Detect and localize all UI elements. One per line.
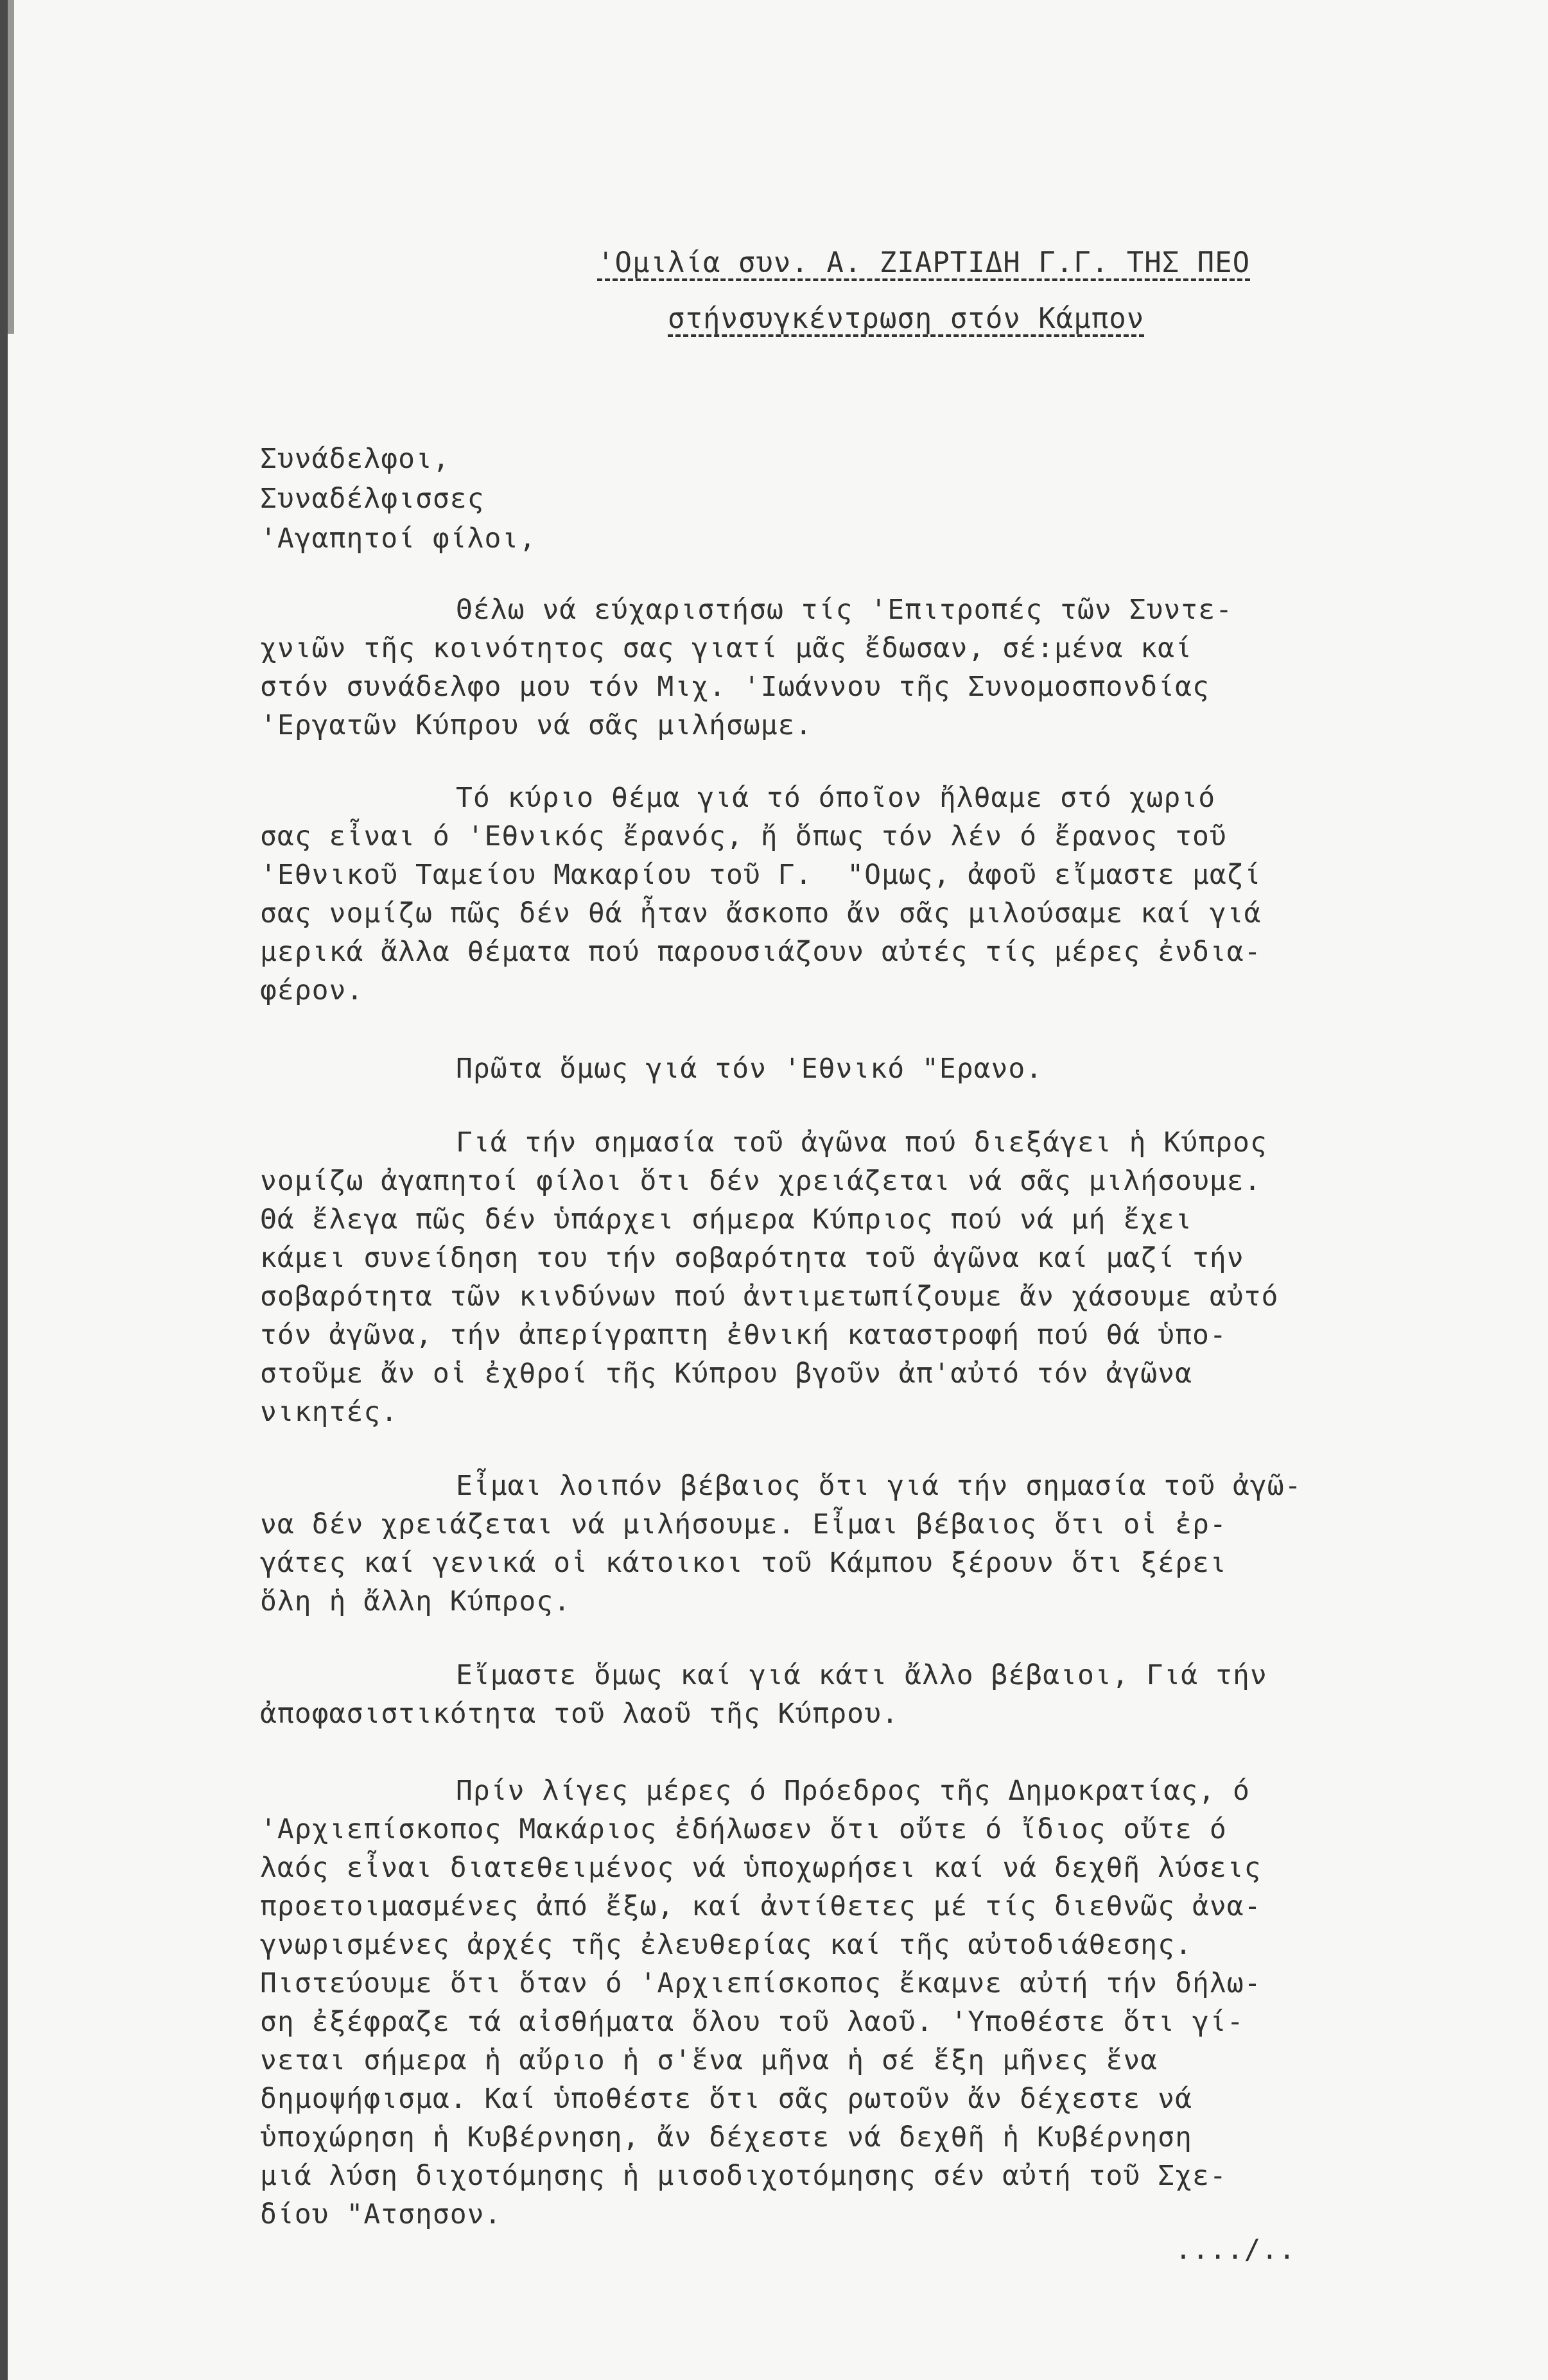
- paragraph-line: γάτες καί γενικά οἱ κάτοικοι τοῦ Κάμπου ξέρουν ὅτι ξέρει: [260, 1547, 1227, 1579]
- scan-edge-shadow: [0, 0, 26, 2380]
- paragraph-line: Εἴμαστε ὅμως καί γιά κάτι ἄλλο βέβαιοι, Γιά τήν: [456, 1659, 1267, 1691]
- paragraph-line: στοῦμε ἄν οἱ ἐχθροί τῆς Κύπρου βγοῦν ἀπ'αὐτό τόν ἀγῶνα: [260, 1358, 1192, 1390]
- continuation-mark: ..../..: [1175, 2234, 1296, 2266]
- paragraph-line: Θά ἔλεγα πῶς δέν ὑπάρχει σήμερα Κύπριος πού νά μή ἔχει: [260, 1203, 1192, 1236]
- speech-subtitle: στήνσυγκέντρωση στόν Κάμπον: [668, 302, 1145, 335]
- paragraph-line: 'Αρχιεπίσκοπος Μακάριος ἐδήλωσεν ὅτι οὔτε ό ἴδιος οὔτε ό: [260, 1813, 1227, 1845]
- paragraph-line: στόν συνάδελφο μου τόν Μιχ. 'Ιωάννου τῆς Συνομοσπονδίας: [260, 671, 1210, 703]
- paragraph-line: γνωρισμένες ἀρχές τῆς ἐλευθερίας καί τῆς αὐτοδιάθεσης.: [260, 1929, 1192, 1961]
- paragraph-line: μιά λύση διχοτόμησης ἡ μισοδιχοτόμησης σέν αὐτή τοῦ Σχε-: [260, 2160, 1227, 2192]
- salutation-line: 'Αγαπητοί φίλοι,: [260, 522, 537, 555]
- paragraph-line: νικητές.: [260, 1396, 399, 1428]
- paragraph-line: νεται σήμερα ἡ αὔριο ἡ σ'ἕνα μῆνα ἡ σέ ἕξη μῆνες ἕνα: [260, 2044, 1158, 2076]
- paragraph-line: Γιά τήν σημασία τοῦ ἀγῶνα πού διεξάγει ἡ Κύπρος: [456, 1126, 1267, 1159]
- paragraph-line: Τό κύριο θέμα γιά τό όποῖον ἤλθαμε στό χωριό: [456, 782, 1216, 814]
- paragraph-line: Εἶμαι λοιπόν βέβαιος ὅτι γιά τήν σημασία τοῦ ἀγῶ-: [456, 1470, 1302, 1502]
- paragraph-line: ὅλη ἡ ἄλλη Κύπρος.: [260, 1585, 571, 1617]
- salutation-line: Συναδέλφισσες: [260, 483, 485, 515]
- paragraph-line: Πρίν λίγες μέρες ό Πρόεδρος τῆς Δημοκρατίας, ό: [456, 1775, 1250, 1807]
- paragraph-line: 'Εργατῶν Κύπρου νά σᾶς μιλήσωμε.: [260, 709, 813, 741]
- paragraph-line: νομίζω ἀγαπητοί φίλοι ὅτι δέν χρειάζεται νά σᾶς μιλήσουμε.: [260, 1165, 1262, 1197]
- paragraph-line: σοβαρότητα τῶν κινδύνων πού ἀντιμετωπίζουμε ἄν χάσουμε αὐτό: [260, 1281, 1279, 1313]
- salutation-line: Συνάδελφοι,: [260, 443, 450, 475]
- paragraph-line: κάμει συνείδηση του τήν σοβαρότητα τοῦ ἀγῶνα καί μαζί τήν: [260, 1242, 1244, 1274]
- paragraph-line: δίου "Ατσησον.: [260, 2198, 502, 2230]
- paragraph-line: προετοιμασμένες ἀπό ἔξω, καί ἀντίθετες μέ τίς διεθνῶς ἀνα-: [260, 1890, 1262, 1922]
- paragraph-line: σας νομίζω πῶς δέν θά ἦταν ἄσκοπο ἄν σᾶς μιλούσαμε καί γιά: [260, 897, 1262, 929]
- paragraph-line: χνιῶν τῆς κοινότητος σας γιατί μᾶς ἔδωσαν, σέ:μένα καί: [260, 632, 1192, 664]
- paragraph-line: ἀποφασιστικότητα τοῦ λαοῦ τῆς Κύπρου.: [260, 1698, 899, 1730]
- speech-title: 'Ομιλία συν. Α. ΖΙΑΡΤΙΔΗ Γ.Γ. ΤΗΣ ΠΕΟ: [597, 246, 1251, 279]
- paragraph-line: μερικά ἄλλα θέματα πού παρουσιάζουν αὐτές τίς μέρες ἐνδια-: [260, 936, 1262, 968]
- paragraph-line: σας εἶναι ό 'Εθνικός ἔρανός, ἤ ὅπως τόν λέν ό ἔρανος τοῦ: [260, 820, 1227, 852]
- paragraph-line: ὑποχώρηση ἡ Κυβέρνηση, ἄν δέχεστε νά δεχθῆ ἡ Κυβέρνηση: [260, 2121, 1192, 2153]
- paragraph-line: Πρῶτα ὅμως γιά τόν 'Εθνικό "Ερανο.: [456, 1053, 1043, 1085]
- paragraph-line: ση ἐξέφραζε τά αἰσθήματα ὅλου τοῦ λαοῦ. 'Υποθέστε ὅτι γί-: [260, 2006, 1244, 2038]
- paragraph-line: να δέν χρειάζεται νά μιλήσουμε. Εἶμαι βέβαιος ὅτι οἱ ἐρ-: [260, 1508, 1227, 1540]
- paragraph-line: τόν ἀγῶνα, τήν ἀπερίγραπτη ἐθνική καταστροφή πού θά ὑπο-: [260, 1319, 1227, 1351]
- paragraph-line: δημοψήφισμα. Καί ὑποθέστε ὅτι σᾶς ρωτοῦν ἄν δέχεστε νά: [260, 2083, 1192, 2115]
- paragraph-line: φέρον.: [260, 974, 364, 1006]
- paragraph-line: λαός εἶναι διατεθειμένος νά ὑποχωρήσει καί νά δεχθῆ λύσεις: [260, 1852, 1262, 1884]
- paragraph-line: 'Εθνικοῦ Ταμείου Μακαρίου τοῦ Γ. "Ομως, ἀφοῦ εἴμαστε μαζί: [260, 859, 1262, 891]
- paragraph-line: Θέλω νά εύχαριστήσω τίς 'Επιτροπές τῶν Συντε-: [456, 594, 1233, 626]
- paragraph-line: Πιστεύουμε ὅτι ὅταν ό 'Αρχιεπίσκοπος ἔκαμνε αὐτή τήν δήλω-: [260, 1967, 1262, 1999]
